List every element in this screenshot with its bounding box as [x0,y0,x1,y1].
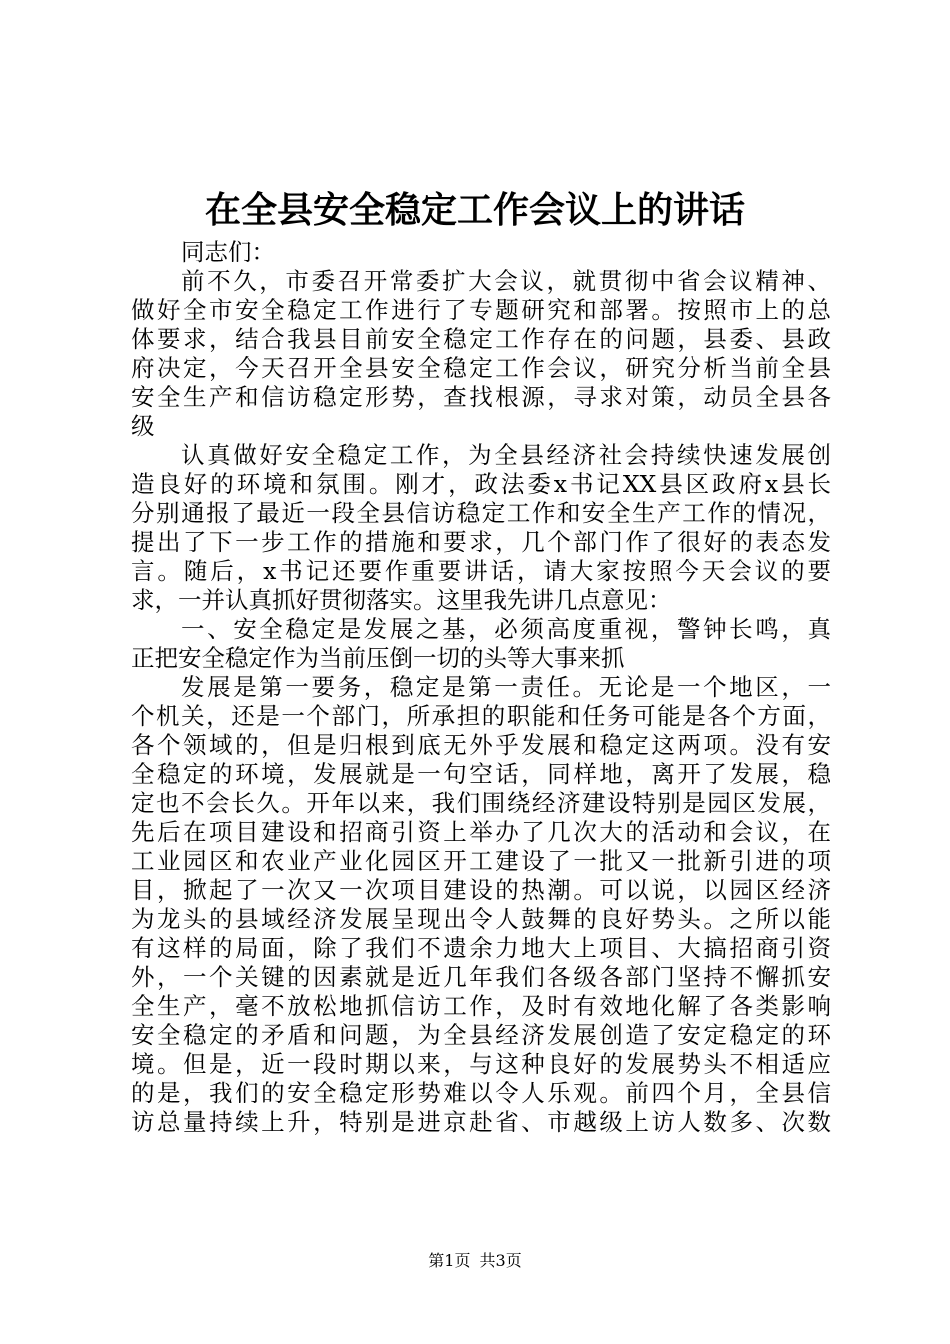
text-line: 府决定，今天召开全县安全稳定工作会议，研究分析当前全县 [131,354,831,382]
text-line: 目，掀起了一次又一次项目建设的热潮。可以说，以园区经济 [131,876,831,904]
document-title: 在全县安全稳定工作会议上的讲话 [204,189,745,231]
text-line: 访总量持续上升，特别是进京赴省、市越级上访人数多、次数 [131,1108,831,1136]
text-line: 求，一并认真抓好贯彻落实。这里我先讲几点意见： [131,586,672,614]
text-line: 安全生产和信访稳定形势，查找根源，寻求对策，动员全县各 [131,383,831,411]
text-line: 言。随后，x书记还要作重要讲话，请大家按照今天会议的要 [131,557,831,585]
text-line: 全稳定的环境，发展就是一句空话，同样地，离开了发展，稳 [131,760,831,788]
text-line: 造良好的环境和氛围。刚才，政法委x书记XX县区政府x县长 [131,470,831,498]
text-line: 的是，我们的安全稳定形势难以令人乐观。前四个月，全县信 [131,1079,831,1107]
text-line: 认真做好安全稳定工作，为全县经济社会持续快速发展创 [181,441,831,469]
page-total: 共3页 [479,1251,522,1270]
text-line: 先后在项目建设和招商引资上举办了几次大的活动和会议，在 [131,818,831,846]
text-line: 安全稳定的矛盾和问题，为全县经济发展创造了安定稳定的环 [131,1021,831,1049]
text-line: 做好全市安全稳定工作进行了专题研究和部署。按照市上的总 [131,296,831,324]
text-line: 分别通报了最近一段全县信访稳定工作和安全生产工作的情况， [131,499,831,527]
text-line: 为龙头的县域经济发展呈现出令人鼓舞的良好势头。之所以能 [131,905,831,933]
text-line: 一、安全稳定是发展之基，必须高度重视，警钟长鸣，真 [181,615,831,643]
text-line: 外，一个关键的因素就是近几年我们各级各部门坚持不懈抓安 [131,963,831,991]
text-line: 级 [131,412,155,440]
page-footer [0,1250,950,1272]
text-line: 定也不会长久。开年以来，我们围绕经济建设特别是园区发展， [131,789,831,817]
text-line: 个机关，还是一个部门，所承担的职能和任务可能是各个方面， [131,702,831,730]
text-line: 有这样的局面，除了我们不遗余力地大上项目、大搞招商引资 [131,934,831,962]
text-line: 全生产，毫不放松地抓信访工作，及时有效地化解了各类影响 [131,992,831,1020]
text-line: 工业园区和农业产业化园区开工建设了一批又一批新引进的项 [131,847,831,875]
text-line: 前不久，市委召开常委扩大会议，就贯彻中省会议精神、 [181,267,831,295]
text-line: 各个领域的，但是归根到底无外乎发展和稳定这两项。没有安 [131,731,831,759]
text-line: 境。但是，近一段时期以来，与这种良好的发展势头不相适应 [131,1050,831,1078]
text-line: 同志们： [181,238,275,266]
text-line: 发展是第一要务，稳定是第一责任。无论是一个地区，一 [181,673,831,701]
text-line: 提出了下一步工作的措施和要求，几个部门作了很好的表态发 [131,528,831,556]
document-body [131,238,831,1137]
text-line: 正把安全稳定作为当前压倒一切的头等大事来抓 [131,644,625,672]
page-number: 第1页 [428,1251,471,1270]
text-line: 体要求，结合我县目前安全稳定工作存在的问题，县委、县政 [131,325,831,353]
